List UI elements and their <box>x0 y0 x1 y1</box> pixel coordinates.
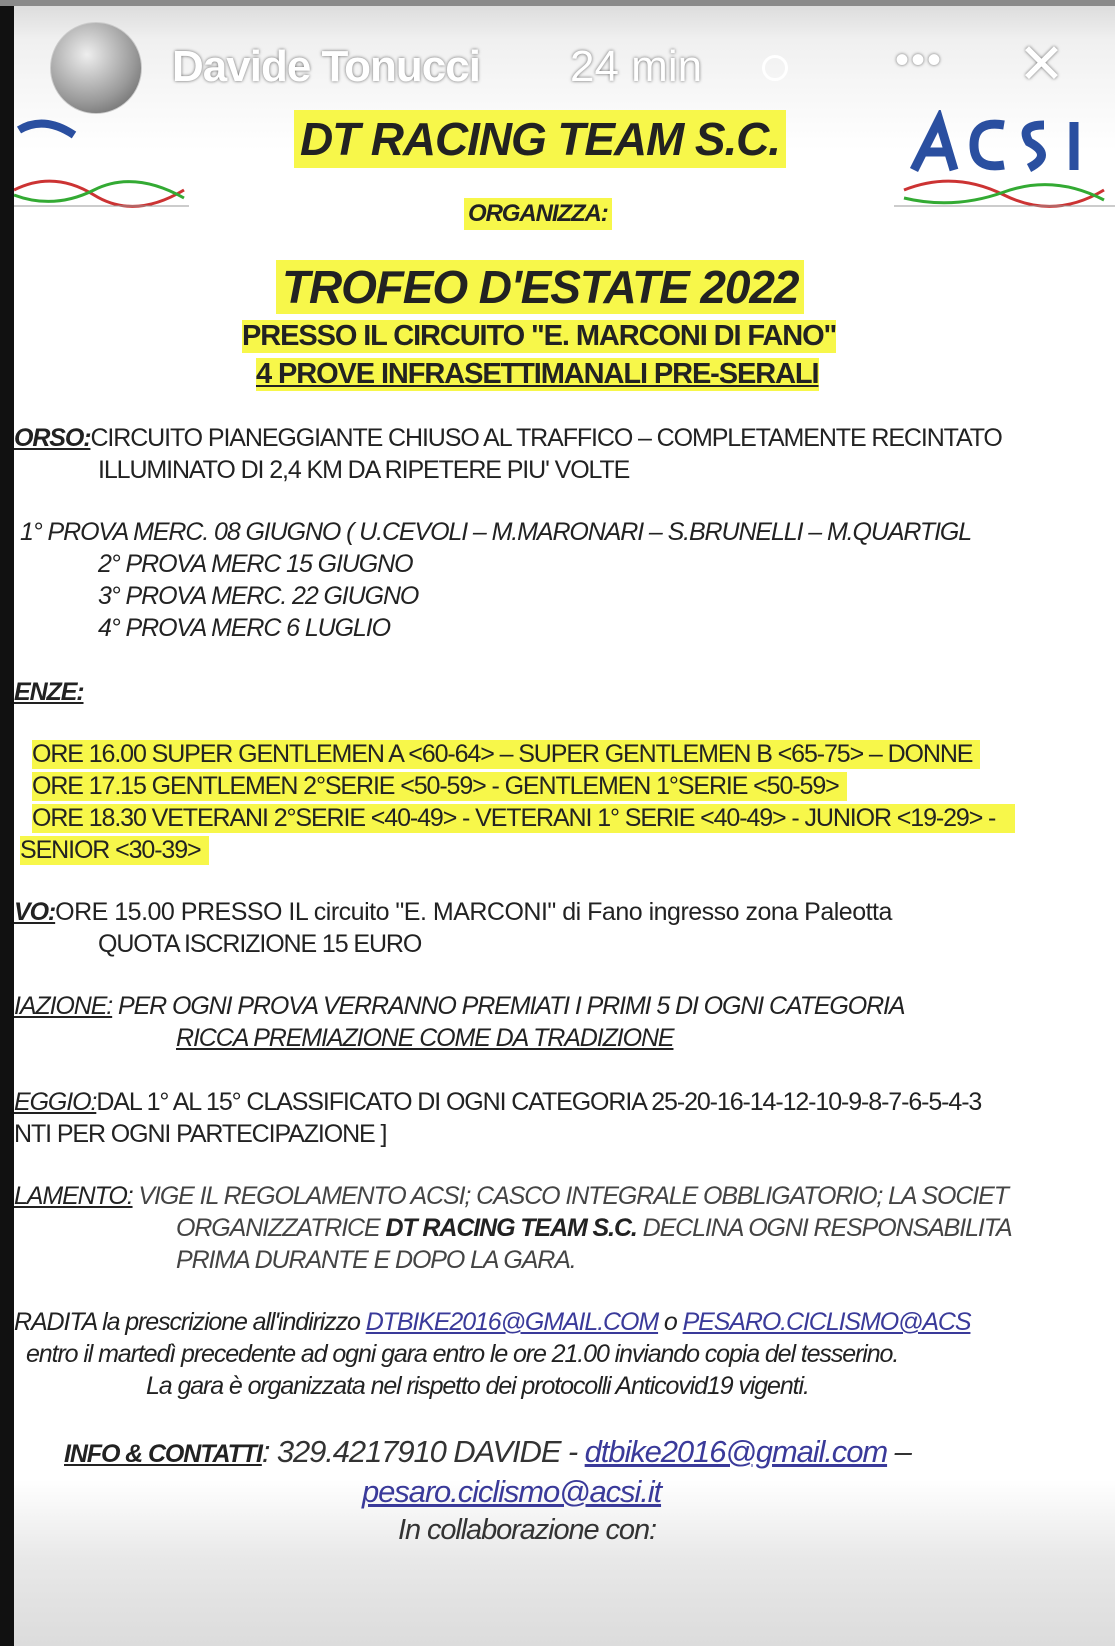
info-email-pesaro[interactable]: pesaro.ciclismo@acsi.it <box>362 1474 662 1509</box>
prova-1: 1° PROVA MERC. 08 GIUGNO ( U.CEVOLI – M.MARONARI – S.BRUNELLI – M.QUARTIGL <box>20 518 972 546</box>
prova-3: 3° PROVA MERC. 22 GIUGNO <box>98 582 419 610</box>
partenza-4: SENIOR <30-39> <box>20 836 209 865</box>
iscrizione-text-3: La gara è organizzata nel rispetto dei protocolli Anticovid19 vigenti. <box>146 1372 809 1400</box>
premiazione-text: PER OGNI PROVA VERRANNO PREMIATI I PRIMI 5 DI OGNI CATEGORIA <box>118 992 905 1020</box>
close-icon[interactable]: ✕ <box>1018 32 1065 95</box>
regolamento-org: DT RACING TEAM S.C. <box>385 1214 637 1242</box>
partenza-3: ORE 18.30 VETERANI 2°SERIE <40-49> - VETERANI 1° SERIE <40-49> - JUNIOR <19-29> - <box>32 804 1015 833</box>
regolamento-label: LAMENTO: <box>14 1182 133 1210</box>
ritrovo-text: ORE 15.00 PRESSO IL circuito "E. MARCONI" di Fano ingresso zona Paleotta <box>55 898 892 926</box>
email-link-pesaro[interactable]: PESARO.CICLISMO@ACS <box>682 1308 971 1336</box>
premiazione-label: IAZIONE: <box>14 992 113 1020</box>
info-phone: : 329.4217910 DAVIDE - <box>261 1434 585 1469</box>
story-time: 24 min <box>570 42 703 91</box>
partenze-label: ENZE: <box>14 678 84 706</box>
subtitle-venue: PRESSO IL CIRCUITO "E. MARCONI DI FANO" <box>242 320 837 352</box>
story-username[interactable]: Davide Tonucci <box>172 42 480 91</box>
subtitle-prove: 4 PROVE INFRASETTIMANALI PRE-SERALI <box>256 358 819 390</box>
percorso-text-2: ILLUMINATO DI 2,4 KM DA RIPETERE PIU' VOLTE <box>98 456 630 484</box>
ellipsis-icon[interactable]: ••• <box>895 38 944 82</box>
regolamento-text-2b: DECLINA OGNI RESPONSABILITA <box>636 1214 1012 1242</box>
quota-iscrizione: QUOTA ISCRIZIONE 15 EURO <box>98 930 422 958</box>
organizza-label: ORGANIZZA: <box>464 198 612 230</box>
percorso-text: CIRCUITO PIANEGGIANTE CHIUSO AL TRAFFICO – COMPLETAMENTE RECINTATO <box>90 424 1002 452</box>
ritrovo-label: VO: <box>14 898 56 926</box>
story-image-flyer <box>14 0 1115 1646</box>
email-link-dtbike[interactable]: DTBIKE2016@GMAIL.COM <box>365 1308 659 1336</box>
acsi-logo <box>894 110 1115 210</box>
flyer-content <box>14 80 1115 1646</box>
percorso-label: ORSO: <box>14 424 91 452</box>
regolamento-text-2: ORGANIZZATRICE <box>176 1214 386 1242</box>
prova-2: 2° PROVA MERC 15 GIUGNO <box>98 550 413 578</box>
regolamento-text: VIGE IL REGOLAMENTO ACSI; CASCO INTEGRALE OBBLIGATORIO; LA SOCIET <box>138 1182 1008 1210</box>
left-logo <box>14 110 189 210</box>
prova-4: 4° PROVA MERC 6 LUGLIO <box>98 614 390 642</box>
info-dash: – <box>887 1434 911 1469</box>
story-progress-bar <box>0 0 1115 6</box>
avatar[interactable] <box>50 22 142 114</box>
premiazione-text-2: RICCA PREMIAZIONE COME DA TRADIZIONE <box>176 1024 674 1052</box>
partenza-1: ORE 16.00 SUPER GENTLEMEN A <60-64> – SUPER GENTLEMEN B <65-75> – DONNE <box>32 740 980 769</box>
punteggio-label: EGGIO: <box>14 1088 97 1116</box>
event-title: TROFEO D'ESTATE 2022 <box>276 260 804 314</box>
regolamento-text-3: PRIMA DURANTE E DOPO LA GARA. <box>176 1246 576 1274</box>
iscrizione-text: RADITA la prescrizione all'indirizzo <box>14 1308 366 1336</box>
organizer-name: DT RACING TEAM S.C. <box>294 110 786 168</box>
iscrizione-text-2: entro il martedì precedente ad ogni gara entro le ore 21.00 inviando copia del tesserino. <box>26 1340 899 1368</box>
iscrizione-or: o <box>658 1308 683 1336</box>
punteggio-text: DAL 1° AL 15° CLASSIFICATO DI OGNI CATEGORIA 25-20-16-14-12-10-9-8-7-6-5-4-3 <box>96 1088 982 1116</box>
partenza-2: ORE 17.15 GENTLEMEN 2°SERIE <50-59> - GENTLEMEN 1°SERIE <50-59> <box>32 772 847 801</box>
info-label: INFO & CONTATTI <box>64 1440 262 1468</box>
info-email-dtbike[interactable]: dtbike2016@gmail.com <box>584 1434 888 1469</box>
globe-icon <box>762 55 788 81</box>
collaborazione-text: In collaborazione con: <box>398 1514 656 1546</box>
punteggio-text-2: NTI PER OGNI PARTECIPAZIONE ] <box>14 1120 387 1148</box>
